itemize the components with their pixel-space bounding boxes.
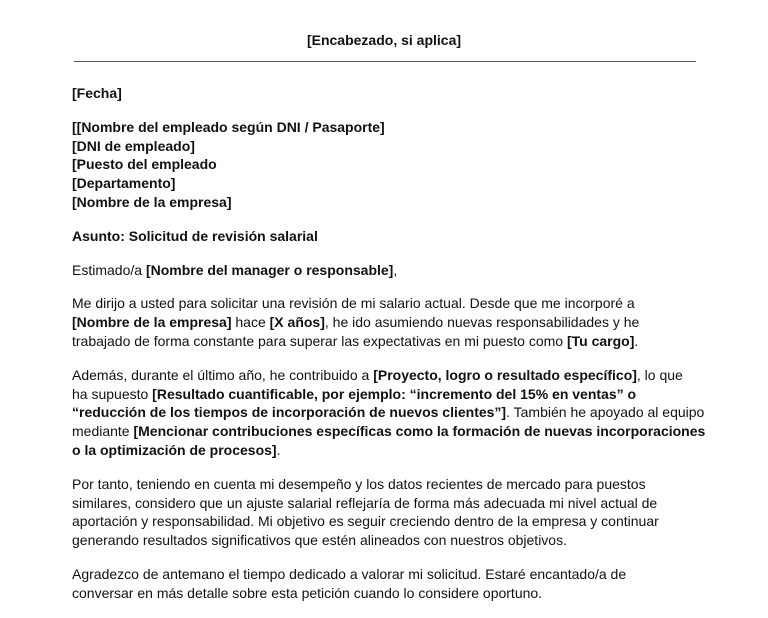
recipient-company: [Nombre de la empresa] xyxy=(72,193,232,210)
paragraph-line: Me dirijo a usted para solicitar una revisión de mi salario actual. Desde que me incorporé a xyxy=(72,295,635,312)
paragraph-line: Por tanto, teniendo en cuenta mi desempeño y los datos recientes de mercado para puestos xyxy=(72,475,646,492)
paragraph-justification xyxy=(72,475,712,550)
company-name-placeholder: [Nombre de la empresa] xyxy=(72,314,232,331)
date-block xyxy=(72,84,712,103)
paragraph-closing xyxy=(72,565,712,603)
greeting-block xyxy=(72,261,712,280)
paragraph-line xyxy=(72,366,712,385)
paragraph-line xyxy=(72,422,712,441)
paragraph-line xyxy=(72,385,712,404)
paragraph-line: Agradezco de antemano el tiempo dedicado a valorar mi solicitud. Estaré encantado/a de xyxy=(72,565,627,582)
subject-block xyxy=(72,227,712,246)
paragraph-line: generando resultados significativos que estén alineados con nuestros objetivos. xyxy=(72,532,567,549)
subject-line: Asunto: Solicitud de revisión salarial xyxy=(72,227,318,244)
years-placeholder: [X años] xyxy=(269,314,325,331)
paragraph-line xyxy=(72,441,712,460)
contributions-placeholder: [Mencionar contribuciones específicas como la formación de nuevas incorporaciones xyxy=(133,423,706,440)
result-placeholder: [Resultado cuantificable, por ejemplo: “incremento del 15% en ventas” o xyxy=(152,385,637,402)
paragraph-line: similares, considero que un ajuste salarial reflejaría de forma más adecuada mi nivel actual de xyxy=(72,494,658,511)
project-placeholder: [Proyecto, logro o resultado específico] xyxy=(373,366,637,383)
text-fragment: . También he apoyado al equipo xyxy=(506,404,705,421)
manager-name-placeholder: [Nombre del manager o responsable] xyxy=(145,261,394,278)
text-fragment: hace xyxy=(231,314,270,331)
paragraph-intro xyxy=(72,294,712,350)
date-placeholder: [Fecha] xyxy=(72,85,122,101)
recipient-employee-name: [[Nombre del empleado según DNI / Pasaporte] xyxy=(72,118,385,135)
text-fragment: , lo que xyxy=(636,366,683,383)
text-fragment: trabajado de forma constante para superar las expectativas en mi puesto como xyxy=(72,332,567,349)
paragraph-line: aportación y responsabilidad. Mi objetivo es seguir creciendo dentro de la empresa y continuar xyxy=(72,513,659,530)
recipient-department: [Departamento] xyxy=(72,175,176,192)
recipient-employee-id: [DNI de empleado] xyxy=(72,137,195,154)
paragraph-line xyxy=(72,332,712,351)
text-fragment: . xyxy=(276,441,281,458)
greeting-line xyxy=(72,261,712,280)
greeting-prefix: Estimado/a xyxy=(72,261,146,278)
document-header: [Encabezado, si aplica] xyxy=(306,32,462,48)
result-placeholder-cont: “reducción de los tiempos de incorporación de nuevos clientes”] xyxy=(72,404,507,421)
recipient-block xyxy=(72,118,712,212)
header-divider xyxy=(74,61,696,62)
greeting-suffix: , xyxy=(393,261,398,278)
paragraph-line xyxy=(72,403,712,422)
text-fragment: , he ido asumiendo nuevas responsabilidades y he xyxy=(324,314,640,331)
text-fragment: . xyxy=(634,332,639,349)
recipient-position: [Puesto del empleado xyxy=(72,156,217,173)
text-fragment: Además, durante el último año, he contribuido a xyxy=(72,366,374,383)
contributions-placeholder-cont: o la optimización de procesos] xyxy=(72,441,277,458)
paragraph-line: conversar en más detalle sobre esta petición cuando lo considere oportuno. xyxy=(72,584,543,601)
paragraph-achievements xyxy=(72,366,712,460)
paragraph-line xyxy=(72,313,712,332)
job-title-placeholder: [Tu cargo] xyxy=(566,332,635,349)
letter-body xyxy=(72,84,712,618)
text-fragment: ha supuesto xyxy=(72,385,153,402)
text-fragment: mediante xyxy=(72,423,134,440)
